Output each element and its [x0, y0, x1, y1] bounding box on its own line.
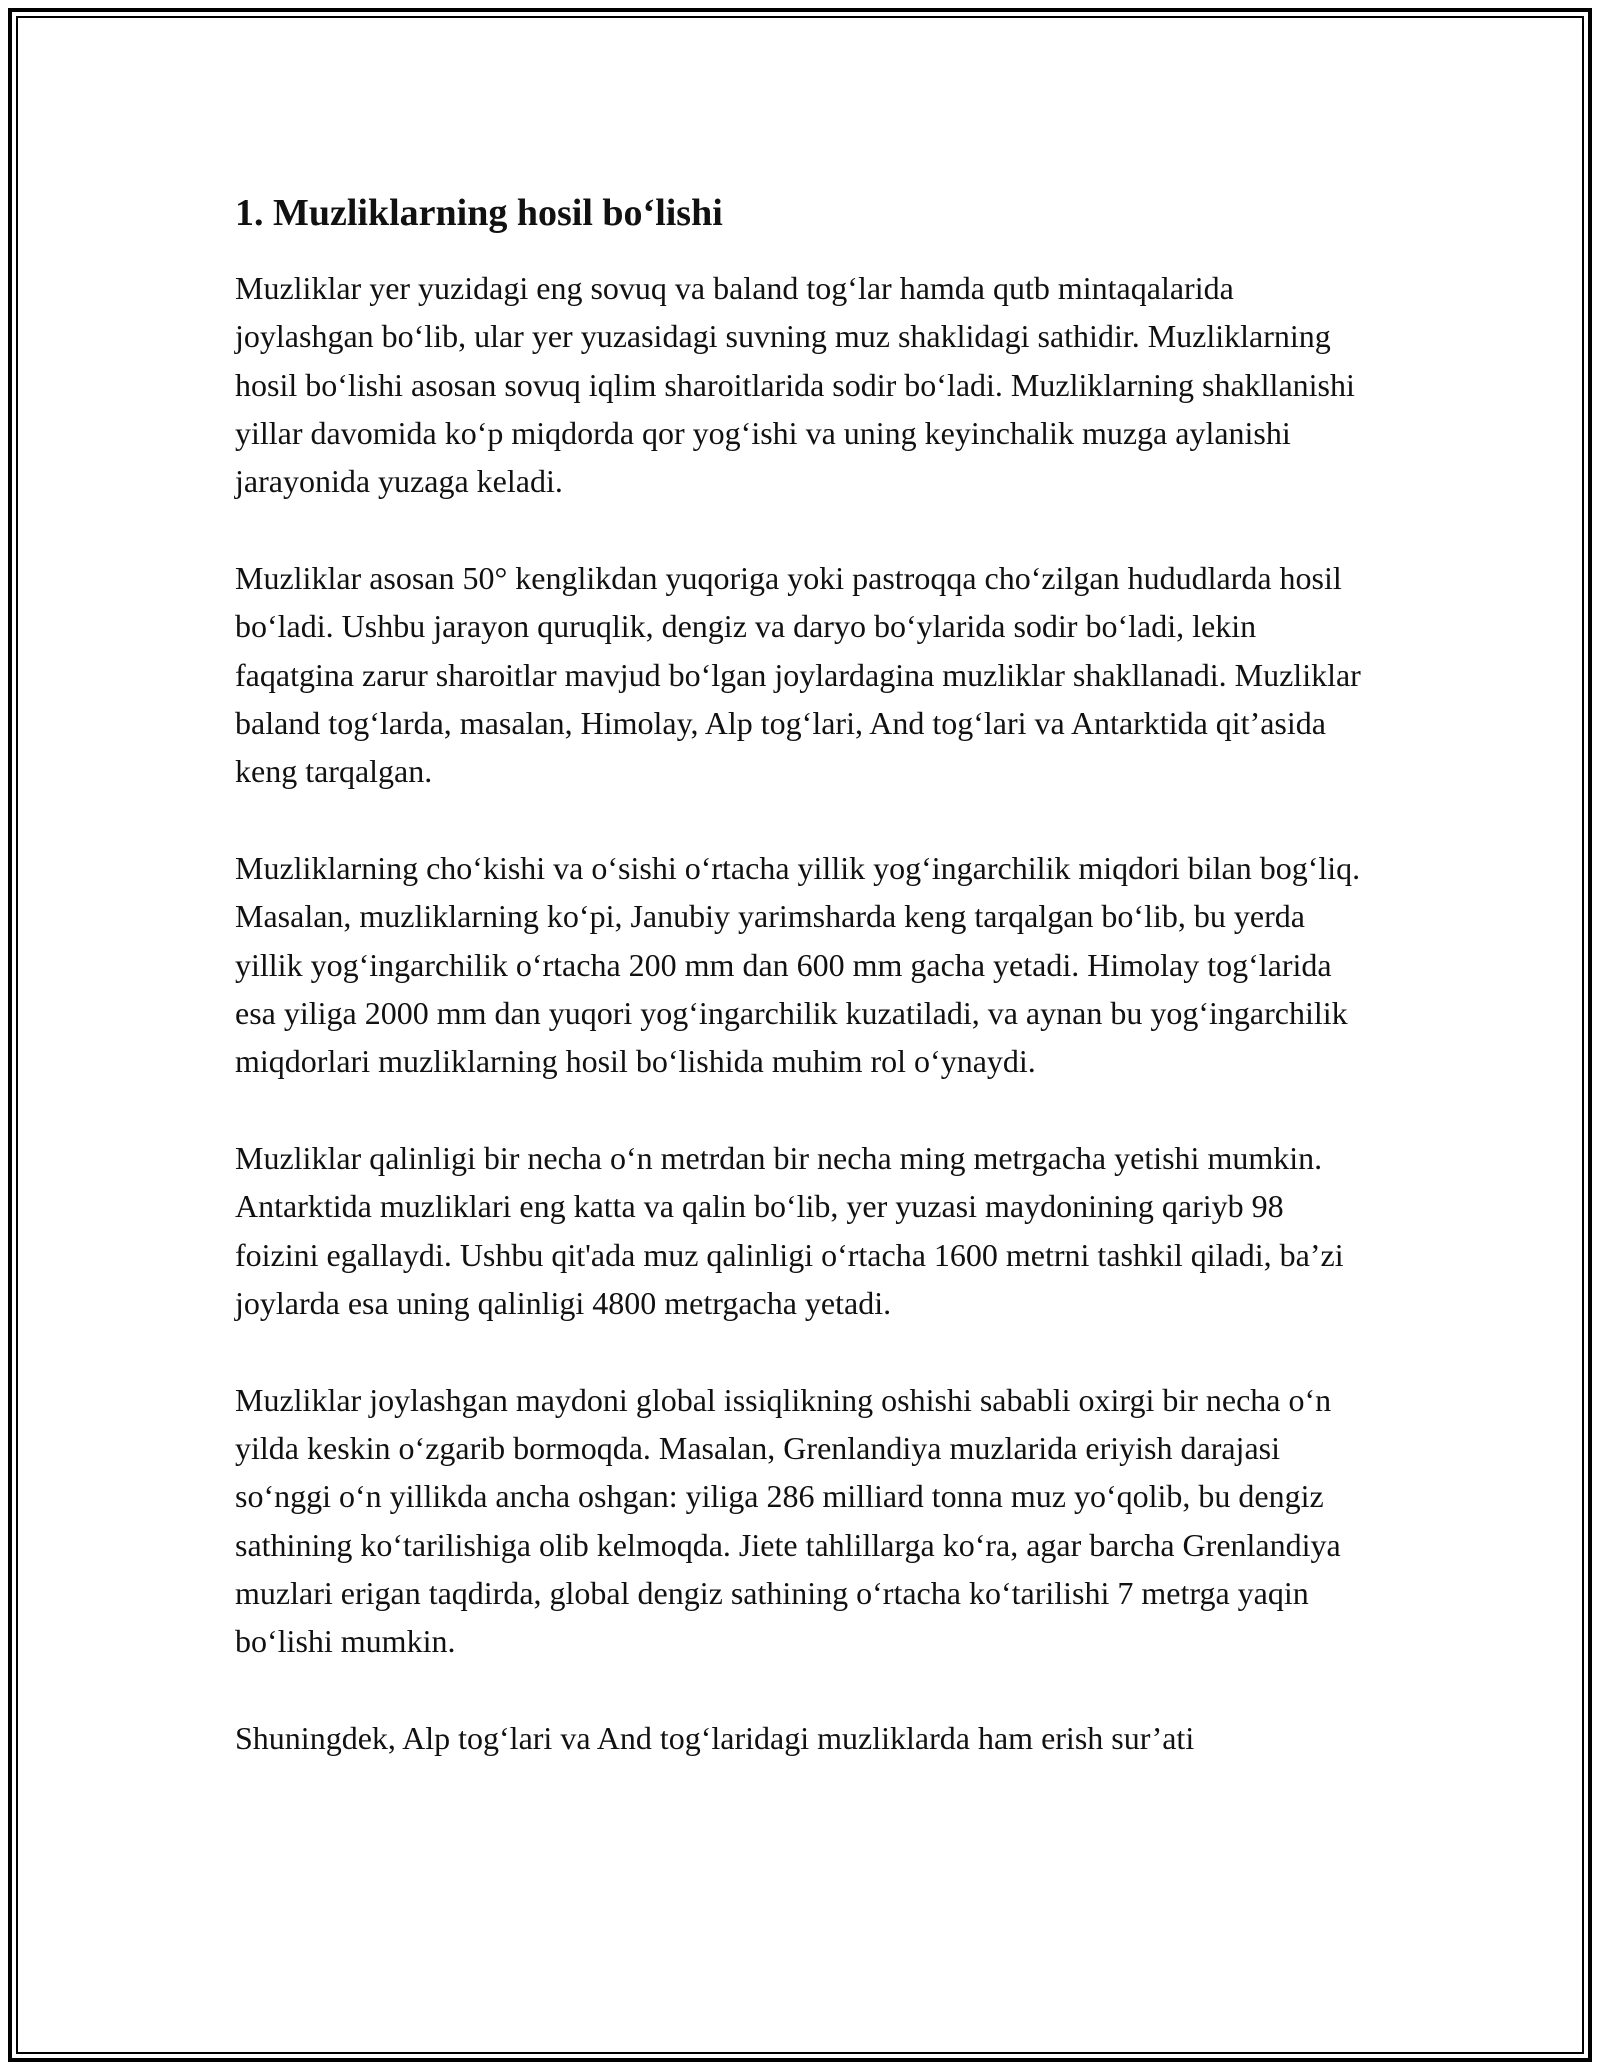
paragraph-1: Muzliklar yer yuzidagi eng sovuq va baland tog‘lar hamda qutb mintaqalarida joylashgan bo‘lib, ular yer yuzasidagi suvning muz shaklidagi sathidir. Muzliklarning hosil bo‘lishi asosan sovuq iqlim sharoitlarida sodir bo‘ladi. Muzliklarning shakllanishi yillar davomida ko‘p miqdorda qor yog‘ishi va uning keyinchalik muzga aylanishi jarayonida yuzaga keladi. [235, 270, 1355, 500]
paragraph-2: Muzliklar asosan 50° kenglikdan yuqoriga yoki pastroqqa cho‘zilgan hududlarda hosil bo‘ladi. Ushbu jarayon quruqlik, dengiz va daryo bo‘ylarida sodir bo‘ladi, lekin faqatgina zarur sharoitlar mavjud bo‘lgan joylardagina muzliklar shakllanadi. Muzliklar baland tog‘larda, masalan, Himolay, Alp tog‘lari, And tog‘lari va Antarktida qit’asida keng tarqalgan. [235, 559, 1361, 790]
paragraph-6: Shuningdek, Alp tog‘lari va And tog‘laridagi muzliklarda ham erish sur’ati [235, 1719, 1195, 1756]
document-body [235, 188, 1370, 1811]
paragraph-4: Muzliklar qalinligi bir necha o‘n metrdan bir necha ming metrgacha yetishi mumkin. Antarktida muzliklari eng katta va qalin bo‘lib, yer yuzasi maydonining qariyb 98 foizini egallaydi. Ushbu qit'ada muz qalinligi o‘rtacha 1600 metrni tashkil qiladi, ba’zi joylarda esa uning qalinligi 4800 metrgacha yetadi. [235, 1139, 1344, 1321]
paragraph-5: Muzliklar joylashgan maydoni global issiqlikning oshishi sababli oxirgi bir necha o‘n yilda keskin o‘zgarib bormoqda. Masalan, Grenlandiya muzlarida eriyish darajasi so‘nggi o‘n yillikda ancha oshgan: yiliga 286 milliard tonna muz yo‘qolib, bu dengiz sathining ko‘tarilishiga olib kelmoqda. Jiete tahlillarga ko‘ra, agar barcha Grenlandiya muzlari erigan taqdirda, global dengiz sathining o‘rtacha ko‘tarilishi 7 metrga yaqin bo‘lishi mumkin. [235, 1381, 1341, 1660]
paragraph-3: Muzliklarning cho‘kishi va o‘sishi o‘rtacha yillik yog‘ingarchilik miqdori bilan bog‘liq. Masalan, muzliklarning ko‘pi, Janubiy yarimsharda keng tarqalgan bo‘lib, bu yerda yillik yog‘ingarchilik o‘rtacha 200 mm dan 600 mm gacha yetadi. Himolay tog‘larida esa yiliga 2000 mm dan yuqori yog‘ingarchilik kuzatiladi, va aynan bu yog‘ingarchilik miqdorlari muzliklarning hosil bo‘lishida muhim rol o‘ynaydi. [235, 849, 1361, 1080]
section-heading: 1. Muzliklarning hosil bo‘lishi [235, 192, 723, 234]
